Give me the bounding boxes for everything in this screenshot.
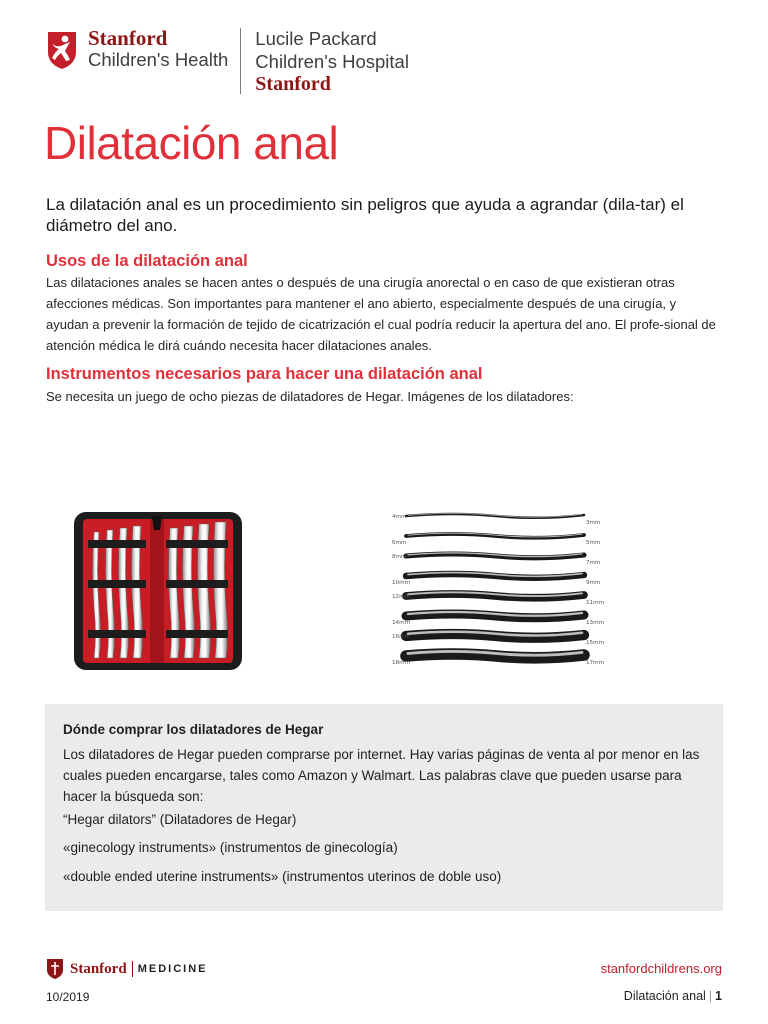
dilator-size-left: 16mm	[392, 634, 411, 640]
dilator-size-right: 17mm	[586, 660, 605, 666]
footer-page-label: Dilatación anal	[623, 989, 706, 1003]
stanford-childrens-logo	[46, 28, 228, 70]
header-logos	[46, 28, 409, 98]
box-title: Dónde comprar los dilatadores de Hegar	[63, 722, 324, 737]
intro-paragraph: La dilatación anal es un procedimiento sin peligros que ayuda a agrandar (dila-tar) el diámetro del ano.	[46, 195, 684, 235]
hospital-line-3: Stanford	[255, 73, 331, 95]
dilator-size-right: 9mm	[586, 580, 601, 586]
footer-page-sep: |	[708, 989, 713, 1003]
dilators-sizes-image	[384, 502, 610, 678]
dilator-size-left: 6mm	[392, 540, 407, 546]
brand-subname: Children's Health	[88, 49, 229, 70]
lucile-packard-logo	[255, 28, 409, 96]
stanford-seal-icon	[46, 958, 64, 980]
dilator-size-right: 15mm	[586, 640, 605, 646]
section-body-uses: Las dilataciones anales se hacen antes o después de una cirugía anorectal o en caso de que existieran otras afecciones médicas. Son importantes para mantener el ano abierto, especialmente después de una cirugía, y ayudan a prevenir la formación de tejido de cicatrización el cual podría reducir la apertura del ano. El profe-sional de atención médica le dirá cuándo necesita hacer dilataciones anales.	[46, 275, 716, 353]
search-term-1: “Hegar dilators” (Dilatadores de Hegar)	[63, 812, 297, 827]
footer-page-info	[624, 989, 722, 1003]
section-body-instruments: Se necesita un juego de ocho piezas de dilatadores de Hegar. Imágenes de los dilatadores:	[46, 389, 574, 404]
page-title: Dilatación anal	[44, 117, 339, 169]
footer-medicine: MEDICINE	[137, 963, 208, 975]
dilator-size-right: 7mm	[586, 560, 601, 566]
dilator-size-left: 14mm	[392, 620, 411, 626]
footer-logo-divider	[132, 961, 133, 977]
dilator-size-right: 5mm	[586, 540, 601, 546]
section-heading-uses: Usos de la dilatación anal	[46, 252, 248, 270]
dilator-rod	[406, 514, 584, 518]
dilator-size-left: 8mm	[392, 554, 407, 560]
child-figure-icon	[46, 30, 78, 70]
footer-date: 10/2019	[46, 990, 90, 1004]
logo-divider	[240, 28, 241, 94]
dilator-size-right: 11mm	[586, 600, 605, 606]
hospital-line-2: Children's Hospital	[255, 50, 409, 72]
dilator-kit-image	[72, 510, 244, 672]
brand-name: Stanford	[88, 26, 168, 50]
dilator-size-left: 12mm	[392, 594, 411, 600]
dilator-size-left: 4mm	[392, 514, 407, 520]
hospital-line-1: Lucile Packard	[255, 28, 377, 49]
stanford-medicine-logo	[46, 958, 207, 980]
box-body: Los dilatadores de Hegar pueden comprarse por internet. Hay varias páginas de venta al por menor en las cuales pueden encargarse, tales como Amazon y Walmart. Las palabras clave que pueden usarse para hacer la búsqueda son:	[63, 747, 700, 804]
where-to-buy-box	[45, 704, 723, 911]
dilator-size-right: 13mm	[586, 620, 605, 626]
footer-stanford: Stanford	[70, 960, 127, 977]
dilator-size-right: 3mm	[586, 520, 601, 526]
footer-page-number: 1	[715, 989, 722, 1003]
search-term-3: «double ended uterine instruments» (instrumentos uterinos de doble uso)	[63, 869, 502, 884]
search-term-2: «ginecology instruments» (instrumentos de ginecología)	[63, 840, 398, 855]
section-heading-instruments: Instrumentos necesarios para hacer una dilatación anal	[46, 365, 483, 383]
dilator-size-left: 18mm	[392, 660, 411, 666]
dilator-size-left: 10mm	[392, 580, 411, 586]
footer-url-link[interactable]: stanfordchildrens.org	[600, 961, 722, 976]
